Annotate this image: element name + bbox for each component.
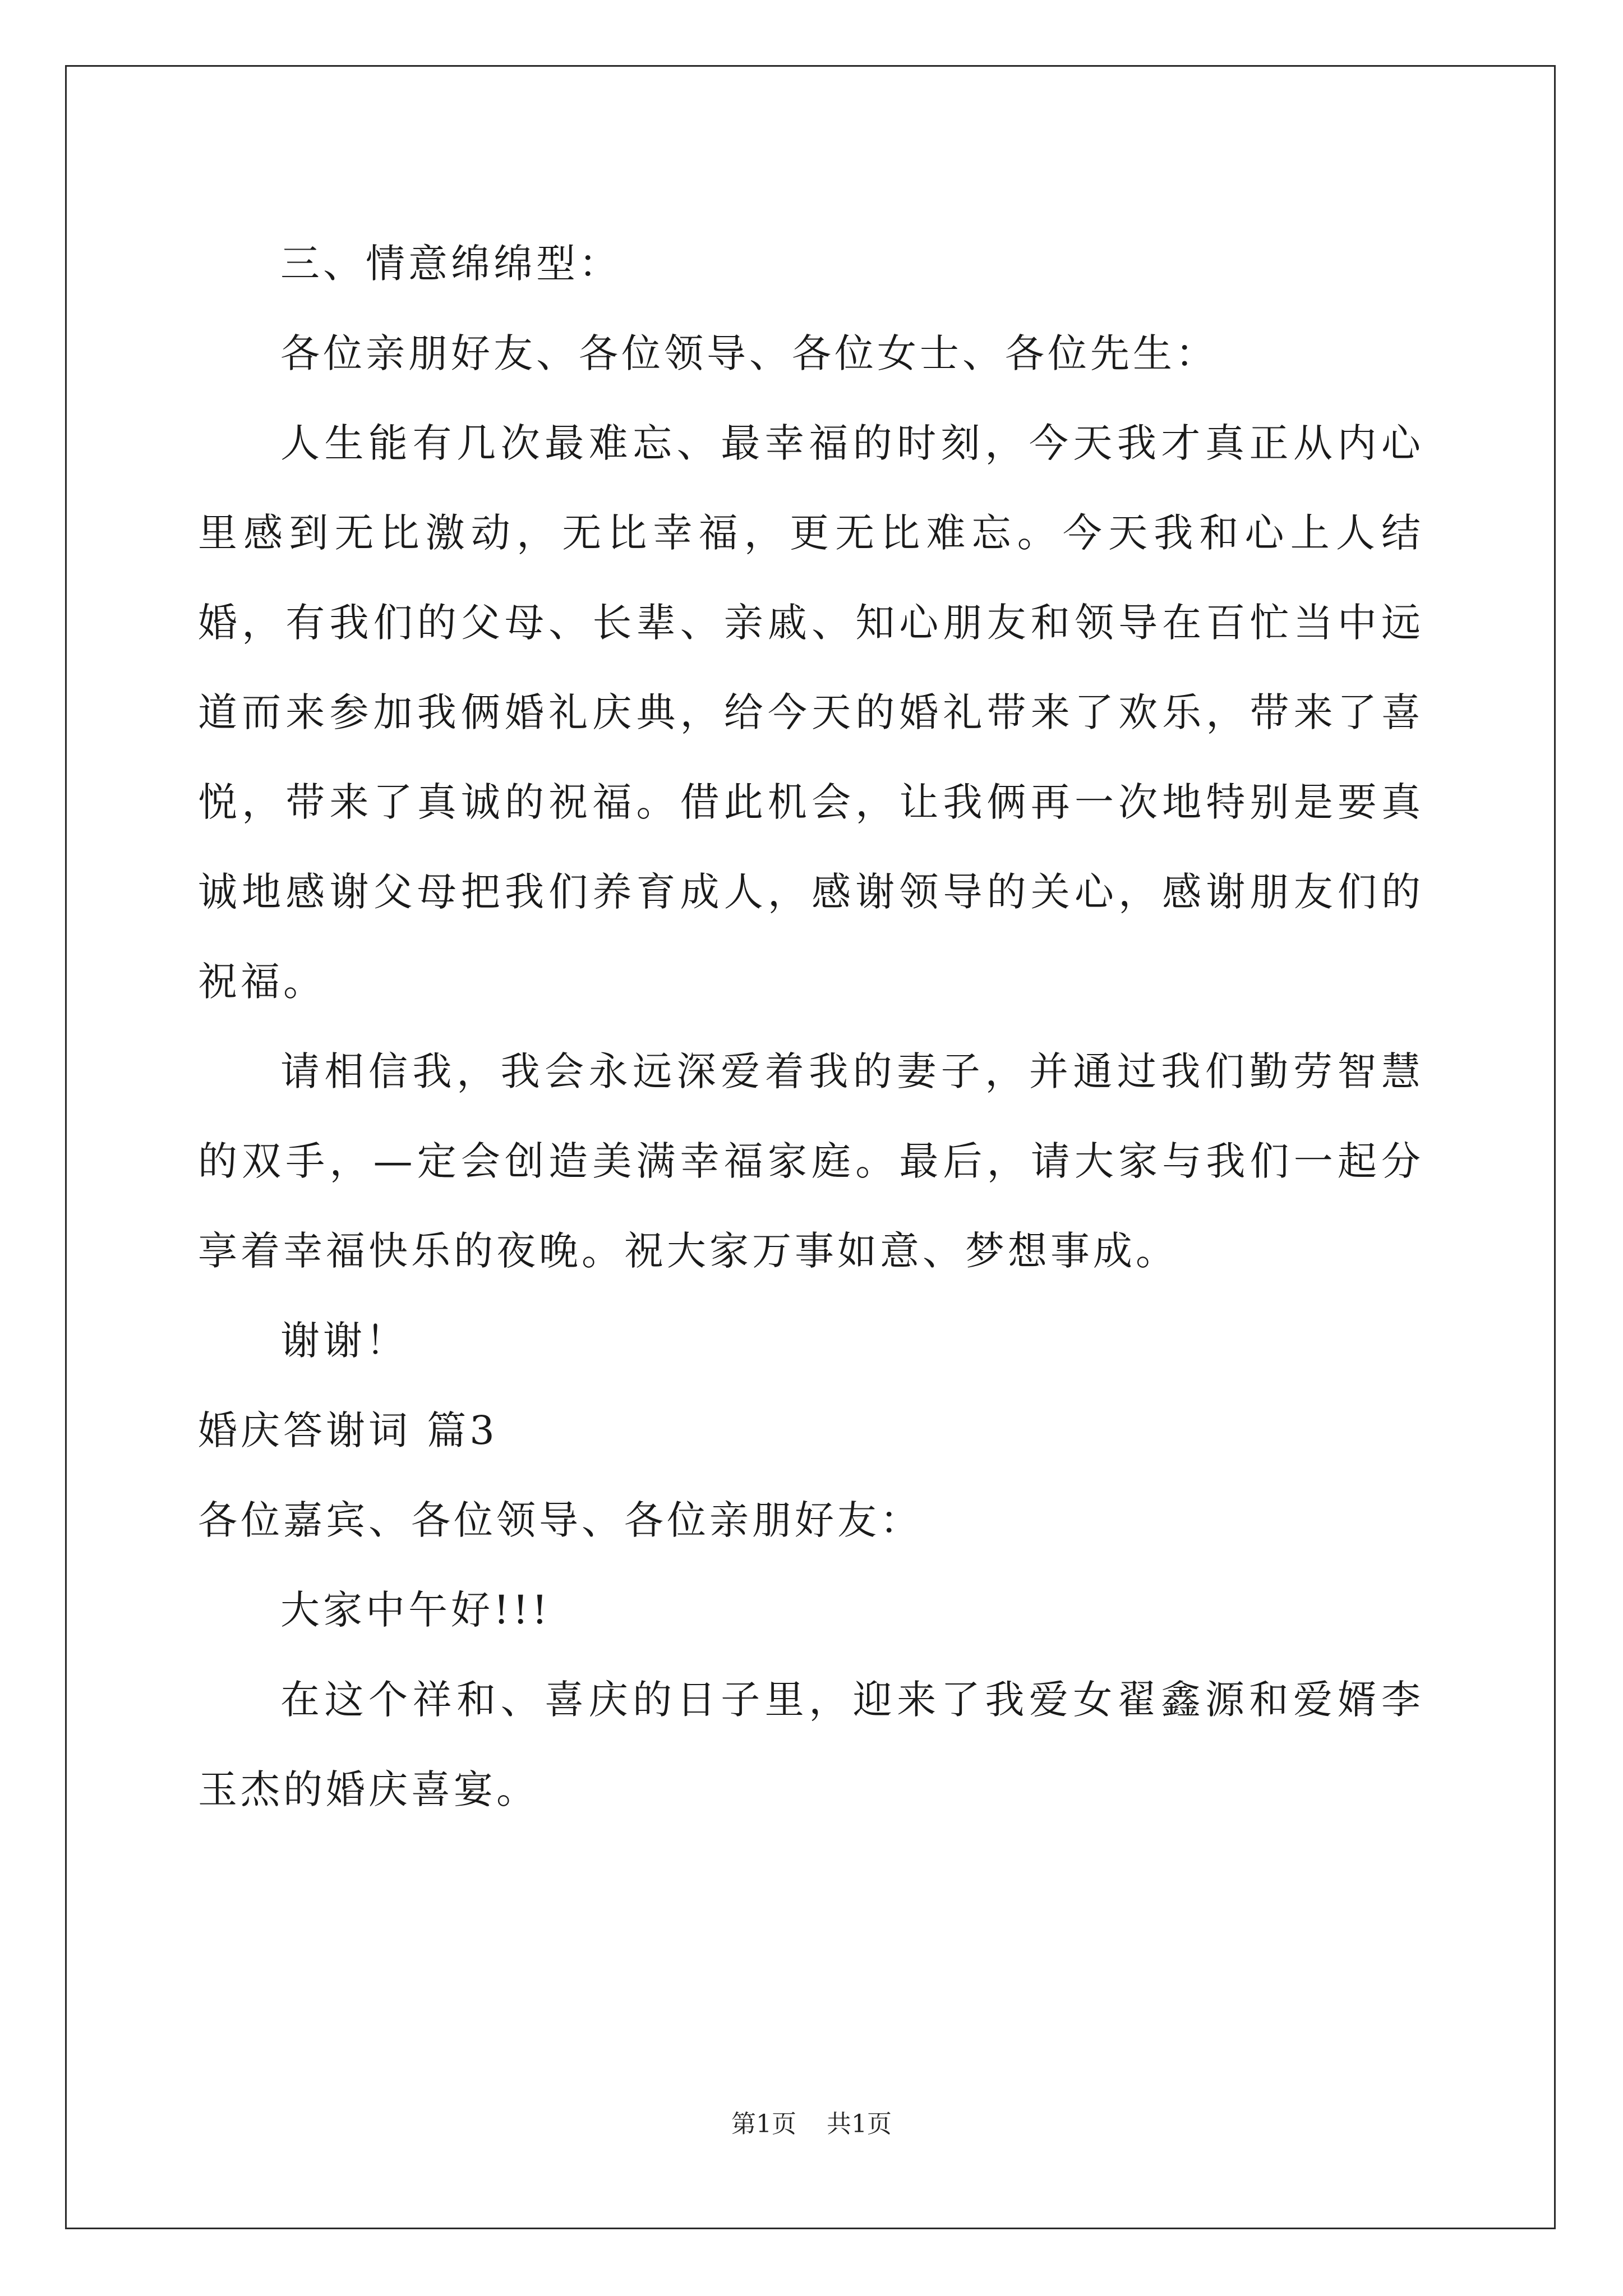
closing-thanks: 谢谢！ [280,1318,408,1364]
greeting: 大家中午好!!! [280,1587,551,1633]
body-paragraph: 人生能有几次最难忘、最幸福的时刻，今天我才真正从内心里感到无比激动，无比幸福，更无比难忘。今天我和心上人结婚，有我们的父母、长辈、亲戚、知心朋友和领导在百忙当中远道而来参加我俩婚礼庆典，给今天的婚礼带来了欢乐，带来了喜悦，带来了真诚的祝福。借此机会，让我俩再一次地特别是要真诚地感谢父母把我们养育成人，感谢领导的关心，感谢朋友们的祝福。 [198,420,1424,1005]
page-footer [0,2108,1623,2141]
salutation: 各位嘉宾、各位领导、各位亲朋好友： [198,1497,923,1543]
section-heading: 三、情意绵绵型： [280,241,621,287]
article-title: 婚庆答谢词 篇3 [198,1407,498,1453]
body-paragraph: 在这个祥和、喜庆的日子里，迎来了我爱女翟鑫源和爱婿李玉杰的婚庆喜宴。 [198,1677,1424,1812]
page-total: 共1页 [827,2110,892,2138]
salutation: 各位亲朋好友、各位领导、各位女士、各位先生： [280,330,1218,376]
body-paragraph: 请相信我，我会永远深爱着我的妻子，并通过我们勤劳智慧的双手，—定会创造美满幸福家庭。最后，请大家与我们一起分享着幸福快乐的夜晚。祝大家万事如意、梦想事成。 [198,1048,1424,1274]
document-body [198,219,1424,1834]
page-number: 第1页 [731,2110,796,2138]
